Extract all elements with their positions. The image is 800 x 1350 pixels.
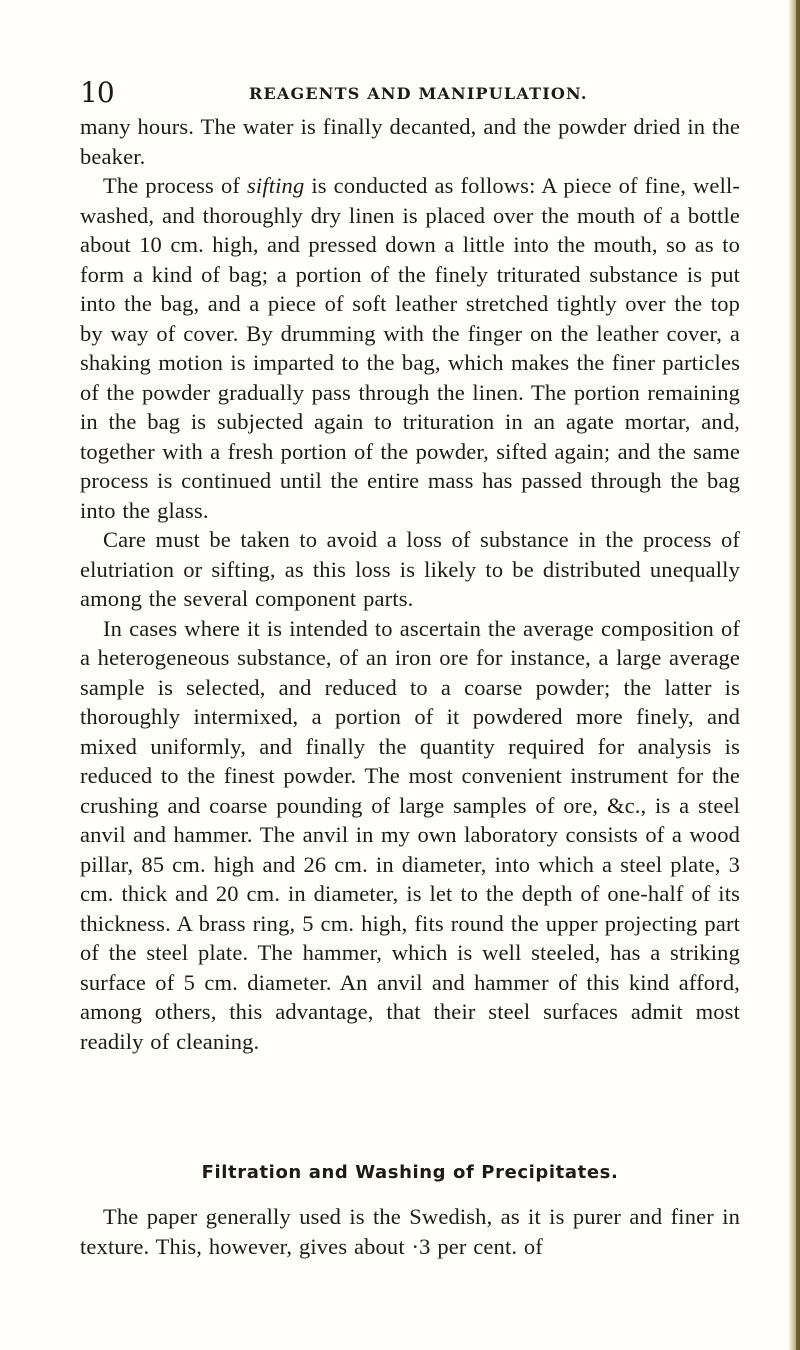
- paragraph-4: In cases where it is intended to ascertain the average composition of a heterogeneous substance, of an iron ore for instance, a large average sample is selected, and reduced to a coarse powder; the latter is thoroughly intermixed, a portion of it powdered more finely, and mixed uniformly, and finally the quantity required for analysis is reduced to the finest powder. The most convenient instrument for the crushing and coarse pounding of large samples of ore, &c., is a steel anvil and hammer. The anvil in my own laboratory consists of a wood pillar, 85 cm. high and 26 cm. in diameter, into which a steel plate, 3 cm. thick and 20 cm. in diameter, is let to the depth of one-half of its thickness. A brass ring, 5 cm. high, fits round the upper projecting part of the steel plate. The hammer, which is well steeled, has a striking surface of 5 cm. diameter. An anvil and hammer of this kind afford, among others, this advantage, that their steel surfaces admit most readily of cleaning.: [80, 615, 740, 1054]
- running-title: REAGENTS AND MANIPULATION.: [249, 84, 588, 103]
- page-number: 10: [80, 76, 114, 109]
- paragraph-2-rest: is conducted as follows: A piece of fine, well-washed, and thoroughly dry linen is placed over the mouth of a bottle about 10 cm. high, and pressed down a little into the mouth, so as to form a kind of bag; a portion of the finely triturated substance is put into the bag, and a piece of soft leather stretched tightly over the top by way of cover. By drumming with the finger on the leather cover, a shaking motion is imparted to the bag, which makes the finer particles of the powder gradually pass through the linen. The portion remaining in the bag is subjected again to trituration in an agate mortar, and, together with a fresh portion of the powder, sifted again; and the same process is continued until the entire mass has passed through the bag into the glass.: [80, 173, 741, 523]
- paragraph-2-emphasis: sifting: [247, 173, 305, 198]
- page-edge: [796, 0, 800, 1350]
- paragraph-3: Care must be taken to avoid a loss of substance in the process of elutriation or sifting, as this loss is likely to be distributed unequally among the several component parts.: [80, 527, 740, 611]
- paragraph-2-start: The process of: [103, 173, 248, 198]
- paragraph-2: [80, 171, 740, 525]
- section-text: [80, 1202, 740, 1261]
- section-heading: Filtration and Washing of Precipitates.: [201, 1162, 619, 1183]
- running-header: [80, 78, 740, 108]
- main-text: [80, 112, 740, 1056]
- section-paragraph-1: The paper generally used is the Swedish, as it is purer and finer in texture. This, however, gives about ·3 per cent. of: [80, 1204, 740, 1259]
- paragraph-1: many hours. The water is finally decanted, and the powder dried in the beaker.: [80, 114, 740, 169]
